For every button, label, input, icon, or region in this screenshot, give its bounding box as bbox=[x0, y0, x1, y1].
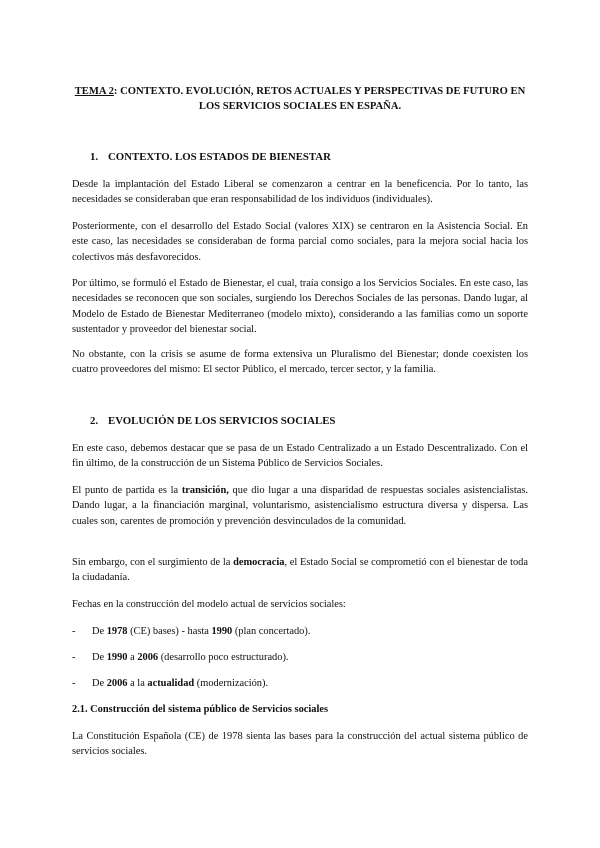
section-1-title: CONTEXTO. LOS ESTADOS DE BIENESTAR bbox=[108, 151, 331, 163]
section-2-paragraph bbox=[72, 555, 528, 586]
list-item-text: De 2006 a la actualidad (modernización). bbox=[92, 678, 269, 689]
section-1-number: 1. bbox=[90, 151, 99, 163]
section-2-number: 2. bbox=[90, 415, 99, 427]
text-run: , el Estado Social se comprometió con el bienestar de toda la ciudadanía. bbox=[72, 557, 528, 584]
list-dash: - bbox=[72, 626, 76, 637]
text-run: Sin embargo, con el surgimiento de la bbox=[72, 557, 234, 568]
text-run: que dio lugar a una disparidad de respuestas sociales asistencialistas. Dando lugar, a la financiación marginal, voluntarismo, asistencialismo estructura diversa y dispersa. Las cuales son, carentes de promoción y prevención desvinculados de la comunidad. bbox=[72, 485, 528, 527]
section-2-paragraph: Fechas en la construcción del modelo actual de servicios sociales: bbox=[72, 599, 346, 610]
subsection-paragraph: La Constitución Española (CE) de 1978 sienta las bases para la construcción del actual sistema público de servicios sociales. bbox=[72, 731, 528, 758]
document-title bbox=[70, 84, 530, 114]
text-run: El punto de partida es la bbox=[72, 485, 182, 496]
list-item-text: De 1978 (CE) bases) - hasta 1990 (plan concertado). bbox=[92, 626, 311, 637]
section-2-title: EVOLUCIÓN DE LOS SERVICIOS SOCIALES bbox=[108, 415, 336, 427]
bold-term: transición, bbox=[181, 485, 229, 496]
section-2-paragraph: En este caso, debemos destacar que se pasa de un Estado Centralizado a un Estado Descentralizado. Con el fin último, de la construcción de un Sistema Público de Servicios Sociales. bbox=[72, 443, 528, 470]
section-1-paragraph: No obstante, con la crisis se asume de forma extensiva un Pluralismo del Bienestar; donde coexisten los cuatro proveedores del mismo: El sector Público, el mercado, tercer sector, y la familia. bbox=[72, 349, 528, 376]
section-2-heading bbox=[90, 414, 335, 429]
subsection-heading: 2.1. Construcción del sistema público de Servicios sociales bbox=[72, 704, 329, 715]
list-dash: - bbox=[72, 652, 76, 663]
section-1-paragraph: Desde la implantación del Estado Liberal se comenzaron a centrar en la beneficencia. Por lo tanto, las necesidades se consideraban que eran responsabilidad de los individuos (individuales). bbox=[72, 179, 528, 206]
title-text: : CONTEXTO. EVOLUCIÓN, RETOS ACTUALES Y PERSPECTIVAS DE FUTURO EN LOS SERVICIOS SOCIALES EN ESPAÑA. bbox=[113, 86, 526, 112]
list-item-text: De 1990 a 2006 (desarrollo poco estructurado). bbox=[92, 652, 289, 663]
section-2-paragraph bbox=[72, 483, 528, 529]
title-label: TEMA 2 bbox=[74, 86, 114, 97]
bold-term: democracia bbox=[233, 557, 285, 568]
section-1-paragraph: Posteriormente, con el desarrollo del Estado Social (valores XIX) se centraron en la Asistencia Social. En este caso, las necesidades se consideraban de forma parcial como sociales, para la mejora social hacia los colectivos más desfavorecidos. bbox=[72, 221, 528, 263]
list-dash: - bbox=[72, 678, 76, 689]
section-1-heading bbox=[90, 150, 331, 165]
section-1-paragraph: Por último, se formuló el Estado de Bienestar, el cual, traía consigo a los Servicios Sociales. En este caso, las necesidades se reconocen que son sociales, surgiendo los Derechos Sociales de las personas. Dando lugar, al Modelo de Estado de Bienestar Mediterraneo (modelo mixto), considerando a las familias como un soporte sustentador y proveedor del bienestar social. bbox=[72, 278, 528, 336]
